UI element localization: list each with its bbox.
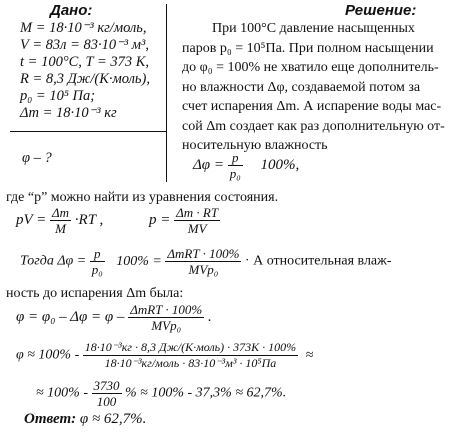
table-vertical-rule [166,4,167,182]
eq3-post: · А относительная влаж- [244,253,392,269]
eq2-lhs2: p = [149,211,171,228]
given-header: Дано: [50,2,93,19]
given-find: φ – ? [22,150,52,166]
given-divider [10,131,167,132]
eq3-denominator2: MVp₀ [188,262,219,277]
given-list [20,20,150,122]
eq3-mid: 100% = [116,253,162,269]
eq2-denominator: M [55,221,66,236]
solution-line-1: При 100°C давление насыщенных [212,21,415,36]
eq2-lhs: pV = [16,211,47,228]
equation-state [16,205,220,236]
solution-line-6: сой Δm создает как раз дополнительную от- [182,118,445,134]
eq4-lhs: φ = φ₀ – Δφ = φ – [16,308,125,325]
eq1-denominator: p₀ [229,166,241,181]
solution-line-3: до φ₀ = 100% не хватило еще дополнитель- [182,60,439,75]
given-line-3: t = 100°C, T = 373 K, [20,54,150,70]
eq3-numerator2: ΔmRT · 100% [167,246,240,261]
answer-label: Ответ: [24,411,77,427]
eq2-numerator: Δm [52,205,70,220]
eq1-rhs: 100%, [260,156,300,173]
eq5-fraction [83,340,298,371]
equation-numeric [16,340,313,371]
equation-delta-phi [193,150,299,181]
eq5-post: ≈ [305,347,314,363]
eq3-denominator: p₀ [91,262,103,277]
equation-phi [16,302,212,333]
answer-value: φ ≈ 62,7%. [79,411,147,427]
eq3-pre: Тогда Δφ = [20,253,87,269]
eq6-numerator: 3730 [93,378,120,393]
equation-result [36,378,286,409]
solution-line-5: счет испарения Δm. А испарение воды мас- [182,99,442,114]
solution-header: Решение: [345,2,417,19]
eq2-numerator2: Δm · RT [176,205,219,220]
eq3-fraction2 [165,246,241,277]
eq1-numerator: p [228,150,243,166]
solution-line-7: носительную влажность [182,138,328,153]
given-line-1: M = 18·10⁻³ кг/моль, [20,20,147,36]
solution-line-4: но влажности Δφ, создаваемой потом за [182,79,421,95]
eq1-fraction [228,150,243,181]
eq5-numerator: 18·10⁻³кг · 8,3 Дж/(К·моль) · 373К · 100% [84,340,297,354]
eq2-fraction [50,205,71,236]
eq5-denominator: 18·10⁻³кг/моль · 83·10⁻³м³ · 10⁵Па [104,356,277,370]
solution-line-2: паров p₀ = 10⁵Па. При полном насыщении [182,40,434,56]
eq2-fraction2 [174,205,220,236]
solution-text-p: где “p” можно найти из уравнения состояния. [6,190,279,205]
eq6-lhs: ≈ 100% - [36,385,89,401]
eq6-denominator: 100 [96,394,117,409]
eq5-lhs: φ ≈ 100% - [16,347,80,363]
eq4-numerator: ΔmRT · 100% [130,302,203,317]
eq3-fraction [90,246,105,277]
eq2-rhs: ·RT , [74,211,104,228]
eq2-denominator2: MV [187,221,207,236]
equation-delta-phi-full [20,246,391,277]
solution-paragraph [182,19,445,156]
eq1-lhs: Δφ = [193,156,224,173]
eq4-denominator: MVp₀ [151,318,182,333]
given-line-4: R = 8,3 Дж/(К·моль), [20,71,150,87]
answer [24,411,146,428]
eq6-fraction [92,378,122,409]
given-line-5: p₀ = 10⁵ Па; [20,88,96,104]
given-line-2: V = 83л = 83·10⁻³ м³, [20,37,149,53]
eq4-post: . [207,308,212,325]
eq4-fraction [128,302,204,333]
eq3-numerator: p [90,246,105,262]
eq6-post: % ≈ 100% - 37,3% ≈ 62,7%. [125,385,287,401]
given-line-6: Δm = 18·10⁻³ кг [20,105,117,121]
solution-text-before: ность до испарения Δm была: [6,286,184,301]
